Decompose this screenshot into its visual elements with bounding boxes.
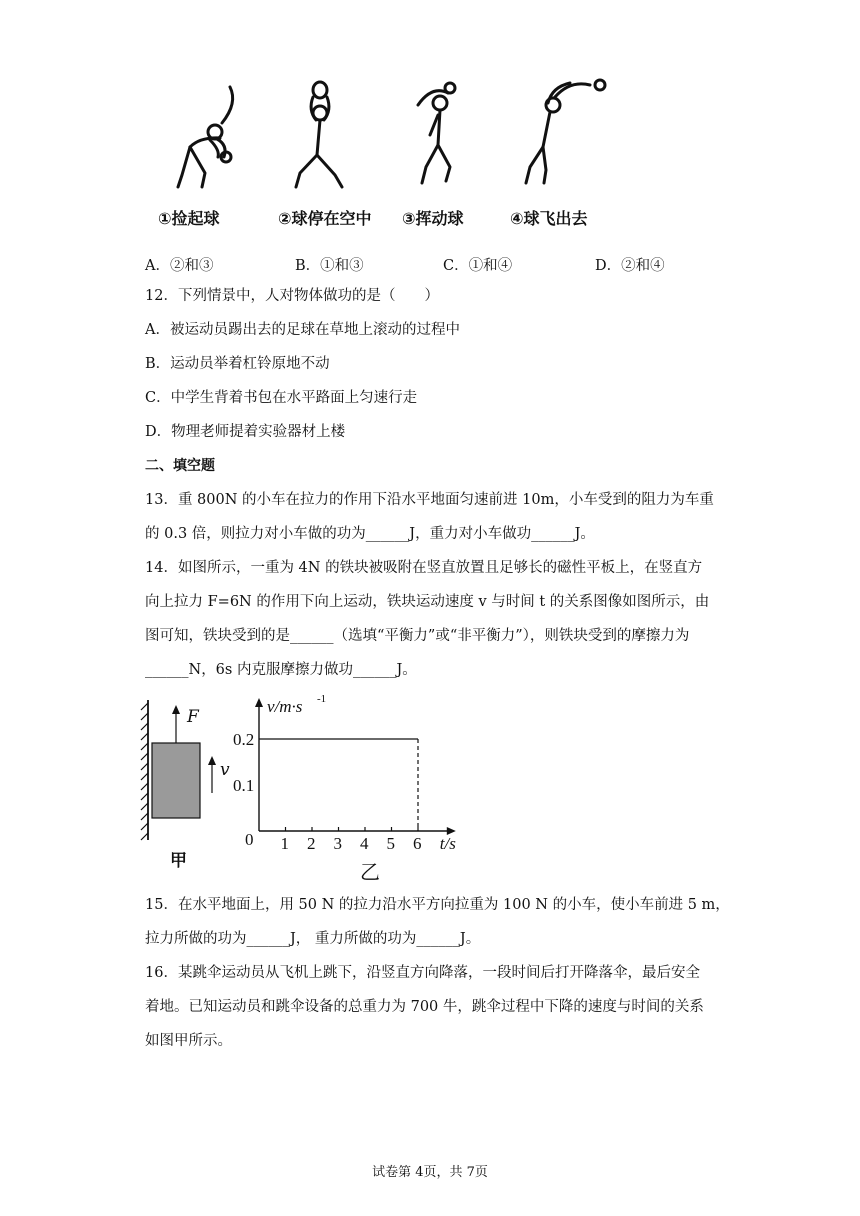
y-axis-arrow bbox=[255, 698, 263, 707]
section-title: 二、填空题 bbox=[145, 458, 215, 474]
q13-line-2: 的 0.3 倍，则拉力对小车做的功为______J，重力对小车做功______J。 bbox=[145, 526, 595, 542]
figure-caption-3: ③挥动球 bbox=[402, 209, 464, 228]
y-tick-label-0.1: 0.1 bbox=[233, 776, 255, 795]
wall-hatching bbox=[141, 703, 148, 840]
page-footer: 试卷第 4页，共 7页 bbox=[372, 1165, 488, 1180]
x-tick-label-3: 3 bbox=[333, 834, 342, 853]
throwing-sequence-figure bbox=[160, 75, 620, 205]
q15-line-2: 拉力所做的功为______J， 重力所做的功为______J。 bbox=[145, 931, 481, 947]
origin-label: 0 bbox=[245, 830, 254, 849]
q14-line-4: ______N，6s 内克服摩擦力做功______J。 bbox=[145, 662, 417, 678]
x-tick-label-5: 5 bbox=[386, 834, 395, 853]
q12-option-c: C．中学生背着书包在水平路面上匀速行走 bbox=[145, 390, 418, 406]
q12-option-a: A．被运动员踢出去的足球在草地上滚动的过程中 bbox=[145, 322, 460, 338]
y-axis-label: v/m·s bbox=[267, 697, 303, 716]
q16-line-1: 16．某跳伞运动员从飞机上跳下，沿竖直方向降落，一段时间后打开降落伞，最后安全 bbox=[145, 965, 700, 981]
q14-line-3: 图可知，铁块受到的是______（选填“平衡力”或“非平衡力”），则铁块受到的摩擦力为 bbox=[145, 628, 690, 644]
figure-caption-1: ①捡起球 bbox=[158, 209, 220, 228]
figure-caption-4: ④球飞出去 bbox=[510, 209, 588, 228]
force-label: F bbox=[187, 707, 199, 727]
q12-stem: 12．下列情景中，人对物体做功的是（ ） bbox=[145, 288, 439, 304]
q11-option-a: A．②和③ bbox=[145, 258, 214, 274]
q16-line-3: 如图甲所示。 bbox=[145, 1033, 232, 1049]
figure-jia-caption: 甲 bbox=[170, 851, 187, 871]
x-axis-label: t/s bbox=[439, 834, 456, 853]
x-tick-label-6: 6 bbox=[413, 834, 422, 853]
y-axis-label-exponent: -1 bbox=[317, 693, 327, 705]
figure-caption-2: ②球停在空中 bbox=[278, 209, 372, 228]
velocity-arrow-head bbox=[208, 756, 216, 765]
figure-pick-up-ball bbox=[178, 87, 233, 187]
figure-yi-caption: 乙 bbox=[360, 862, 380, 884]
velocity-time-chart bbox=[230, 690, 490, 890]
q12-option-b: B．运动员举着杠铃原地不动 bbox=[145, 356, 330, 372]
iron-block bbox=[152, 743, 200, 818]
q12-option-d: D．物理老师提着实验器材上楼 bbox=[145, 424, 346, 440]
q11-option-d: D．②和④ bbox=[595, 258, 665, 274]
q14-line-2: 向上拉力 F=6N 的作用下向上运动，铁块运动速度 v 与时间 t 的关系图像如图所示，由 bbox=[145, 594, 710, 610]
force-arrow-head bbox=[172, 705, 180, 714]
q16-line-2: 着地。已知运动员和跳伞设备的总重力为 700 牛，跳伞过程中下降的速度与时间的关系 bbox=[145, 999, 704, 1015]
y-tick-label-0.2: 0.2 bbox=[233, 730, 255, 749]
q14-line-1: 14．如图所示，一重为 4N 的铁块被吸附在竖直放置且足够长的磁性平板上，在竖直方 bbox=[145, 560, 703, 576]
q15-line-1: 15．在水平地面上，用 50 N 的拉力沿水平方向拉重为 100 N 的小车，使小车前进 5 m， bbox=[145, 897, 730, 913]
figure-ball-flies-out bbox=[526, 80, 605, 183]
q11-option-b: B．①和③ bbox=[295, 258, 364, 274]
x-tick-label-1: 1 bbox=[280, 834, 289, 853]
q11-option-c: C．①和④ bbox=[443, 258, 513, 274]
q13-line-1: 13．重 800N 的小车在拉力的作用下沿水平地面匀速前进 10m，小车受到的阻力为车重 bbox=[145, 492, 714, 508]
velocity-label: v bbox=[220, 760, 230, 780]
x-tick-label-2: 2 bbox=[307, 834, 316, 853]
x-tick-label-4: 4 bbox=[360, 834, 369, 853]
figure-swinging-ball bbox=[418, 83, 455, 183]
figure-ball-held-up bbox=[296, 82, 342, 187]
